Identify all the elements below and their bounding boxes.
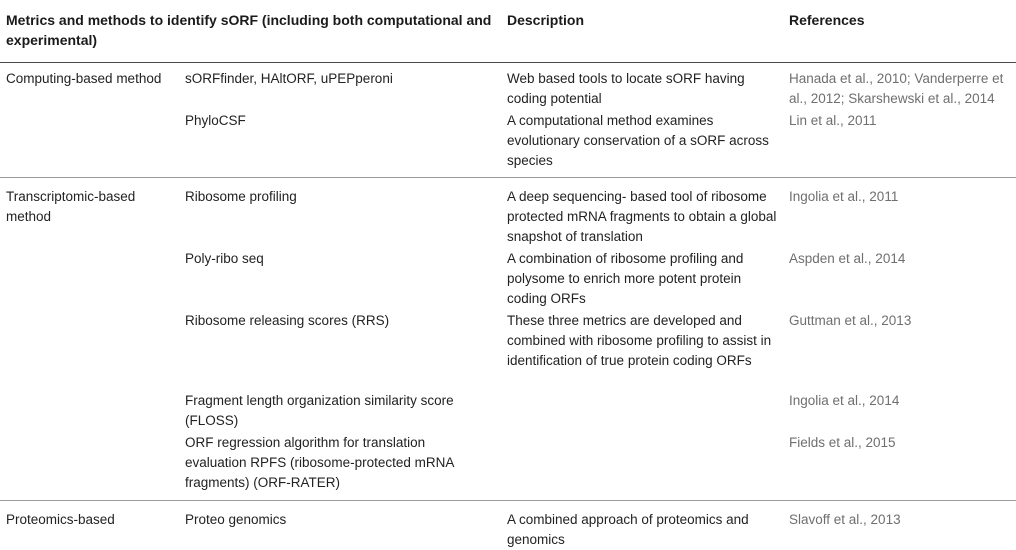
method-reference: Fields et al., 2015 <box>789 435 896 450</box>
method-reference: Ingolia et al., 2014 <box>789 393 900 408</box>
method-description: Web based tools to locate sORF having coding potential <box>507 71 745 106</box>
method-reference: Lin et al., 2011 <box>789 113 877 128</box>
method-reference: Slavoff et al., 2013 <box>789 512 901 527</box>
section-proteomics-based <box>0 500 1016 549</box>
table-header <box>0 0 1016 63</box>
method-name: Poly-ribo seq <box>185 251 264 266</box>
header-metrics: Metrics and methods to identify sORF (including both computational and experimental) <box>6 12 492 48</box>
method-reference: Ingolia et al., 2011 <box>789 189 899 204</box>
method-name: Fragment length organization similarity score (FLOSS) <box>185 393 454 428</box>
method-description: These three metrics are developed and combined with ribosome profiling to assist in identification of true protein coding ORFs <box>507 313 772 368</box>
section-transcriptomic-based <box>0 177 1016 501</box>
method-name: sORFfinder, HAltORF, uPEPperoni <box>185 71 393 86</box>
header-references: References <box>789 12 865 28</box>
category-label: Proteomics-based <box>6 512 115 527</box>
method-description: A combined approach of proteomics and genomics <box>507 512 749 547</box>
method-reference: Hanada et al., 2010; Vanderperre et al., 2012; Skarshewski et al., 2014 <box>789 71 1004 106</box>
method-description: A computational method examines evolutionary conservation of a sORF across species <box>507 113 769 168</box>
method-description: A deep sequencing- based tool of ribosome protected mRNA fragments to obtain a global snapshot of translation <box>507 189 777 244</box>
category-label: Transcriptomic-based method <box>6 189 136 224</box>
method-reference: Guttman et al., 2013 <box>789 313 912 328</box>
category-label: Computing-based method <box>6 71 162 86</box>
method-name: Ribosome profiling <box>185 189 297 204</box>
method-description: A combination of ribosome profiling and polysome to enrich more potent protein coding ORFs <box>507 251 744 306</box>
section-computing-based <box>0 62 1016 178</box>
method-name: PhyloCSF <box>185 113 246 128</box>
method-reference: Aspden et al., 2014 <box>789 251 906 266</box>
header-description: Description <box>507 12 585 28</box>
method-name: ORF regression algorithm for translation evaluation RPFS (ribosome-protected mRNA fragments) (ORF-RATER) <box>185 435 454 490</box>
method-name: Ribosome releasing scores (RRS) <box>185 313 390 328</box>
method-name: Proteo genomics <box>185 512 287 527</box>
